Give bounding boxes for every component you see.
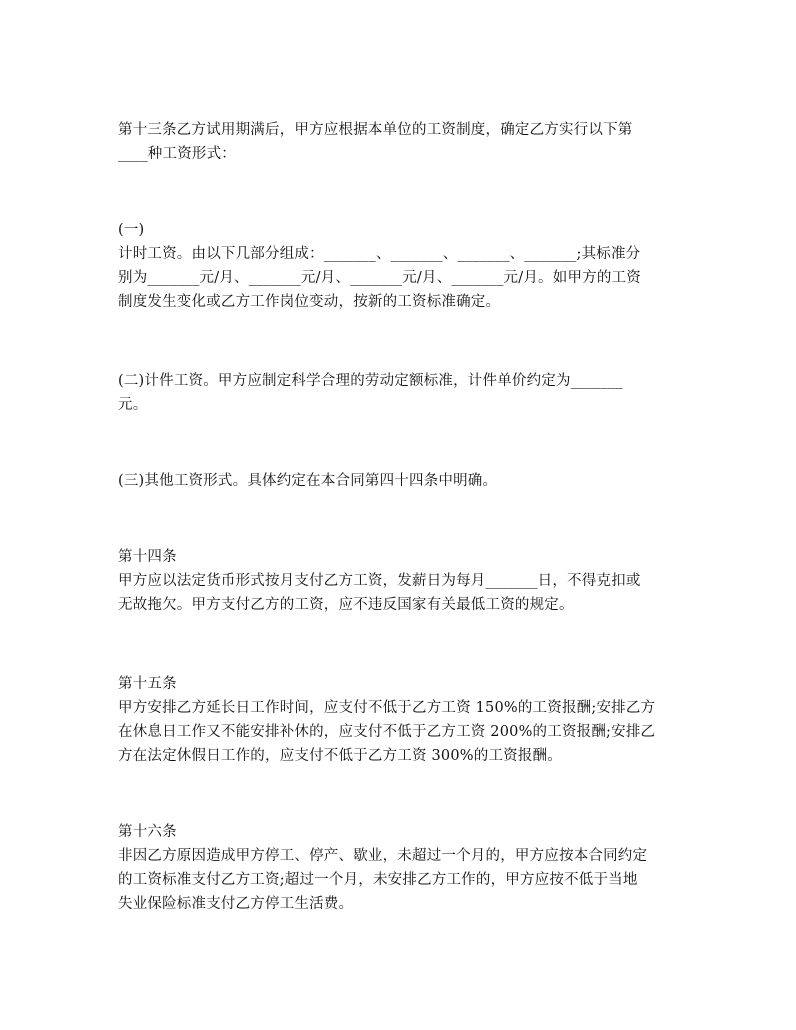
document-page: [118, 0, 688, 1030]
article-15-line-1: 甲方安排乙方延长日工作时间，应支付不低于乙方工资 150%的工资报酬;安排乙方: [118, 700, 656, 716]
article-14-line-1: 甲方应以法定货币形式按月支付乙方工资，发薪日为每月_______日，不得克扣或: [118, 573, 641, 589]
article-14-heading: 第十四条: [118, 549, 177, 565]
article-16-line-2: 的工资标准支付乙方工资;超过一个月，未安排乙方工作的，甲方应按不低于当地: [118, 872, 638, 888]
article-15: [118, 672, 688, 768]
wage-item-1: [118, 218, 688, 314]
article-15-line-3: 方在法定休假日工作的，应支付不低于乙方工资 300%的工资报酬。: [118, 748, 562, 764]
wage-item-2: [118, 369, 688, 417]
wage-item-1-line-1: 计时工资。由以下几部分组成：_______、_______、_______、_______;其标准分: [118, 246, 641, 262]
article-13: [118, 118, 688, 166]
article-16-heading: 第十六条: [118, 824, 177, 840]
wage-item-1-line-3: 制度发生变化或乙方工作岗位变动，按新的工资标准确定。: [118, 294, 501, 310]
wage-item-1-line-2: 别为_______元/月、_______元/月、_______元/月、_______元/月。如甲方的工资: [118, 270, 641, 286]
article-14-line-2: 无故拖欠。甲方支付乙方的工资，应不违反国家有关最低工资的规定。: [118, 597, 574, 613]
wage-item-3-line-1: (三)其他工资形式。具体约定在本合同第四十四条中明确。: [118, 473, 498, 489]
wage-item-3: [118, 469, 688, 493]
wage-item-2-line-1: (二)计件工资。甲方应制定科学合理的劳动定额标准，计件单价约定为_______: [118, 373, 623, 389]
wage-item-1-heading: (一): [118, 222, 145, 238]
article-15-heading: 第十五条: [118, 676, 177, 692]
article-16: [118, 820, 688, 916]
article-16-line-3: 失业保险标准支付乙方停工生活费。: [118, 896, 354, 912]
article-16-line-1: 非因乙方原因造成甲方停工、停产、歇业，未超过一个月的，甲方应按本合同约定: [118, 848, 648, 864]
article-14: [118, 545, 688, 617]
article-13-line-1: 第十三条乙方试用期满后，甲方应根据本单位的工资制度，确定乙方实行以下第: [118, 122, 633, 138]
wage-item-2-line-2: 元。: [118, 397, 148, 413]
article-15-line-2: 在休息日工作又不能安排补休的，应支付不低于乙方工资 200%的工资报酬;安排乙: [118, 724, 656, 740]
article-13-line-2: ____种工资形式：: [118, 146, 236, 162]
